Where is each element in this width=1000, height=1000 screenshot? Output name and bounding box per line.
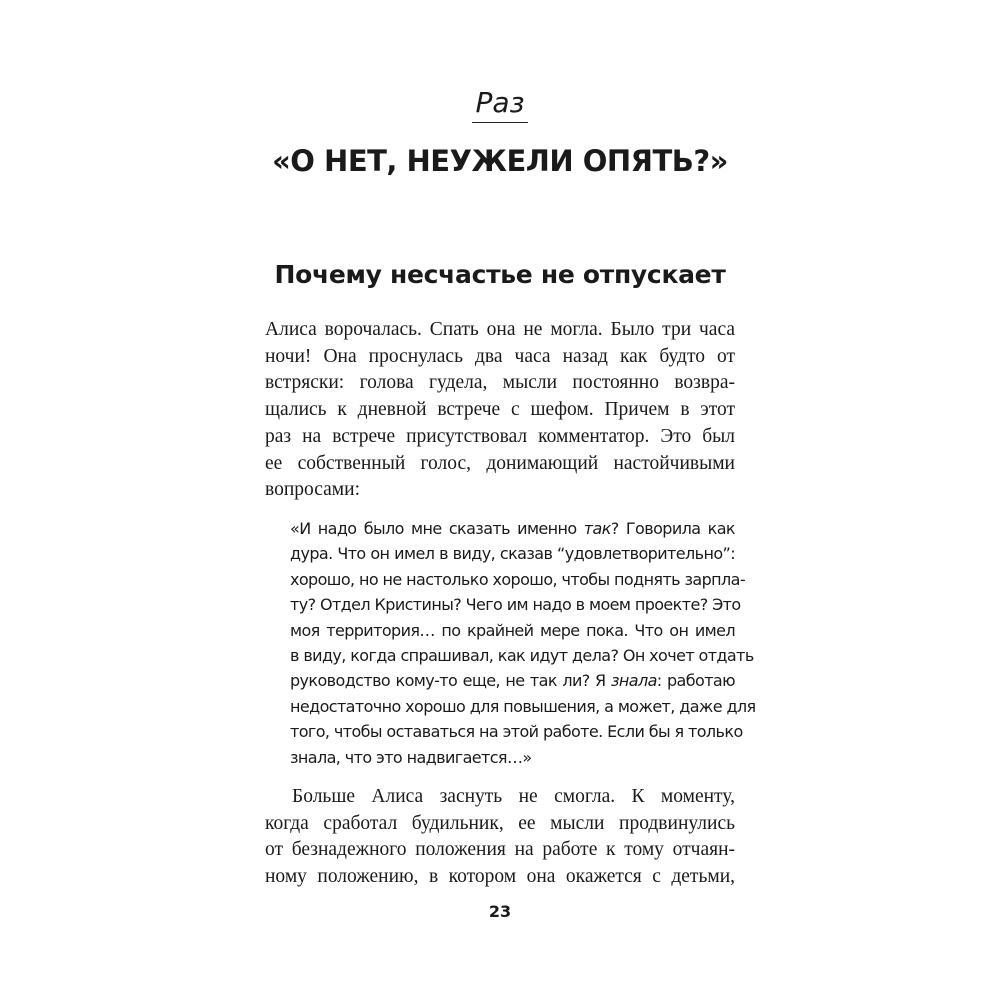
part-label	[0, 86, 1000, 119]
italic-text: так	[583, 519, 611, 538]
text: ? Говорила как	[610, 519, 735, 538]
text-line: знала, что это надвигается…»	[290, 747, 532, 767]
quote-block	[290, 516, 756, 770]
text-line: вопросами:	[265, 479, 360, 501]
text-line: недостаточно хорошо для повышения, а может, даже для	[290, 696, 756, 716]
text: руководство кому-то еще, не так ли? Я	[290, 671, 611, 691]
text-line: раз на встрече присутствовал комментатор. Это был	[265, 425, 735, 447]
text-line: Алиса ворочалась. Спать она не могла. Было три часа	[265, 319, 735, 340]
italic-text: знала	[610, 671, 657, 691]
text-line: в виду, когда спрашивал, как идут дела? Он хочет отдать	[290, 646, 754, 666]
text-line: щались к дневной встрече с шефом. Причем в этот	[265, 399, 735, 421]
text: : работаю	[656, 671, 736, 691]
section-title: Почему несчастье не отпускает	[274, 260, 726, 289]
page-number: 23	[488, 902, 512, 921]
part-text: Раз	[472, 86, 529, 123]
text-line: от безнадежного положения на работе к тому отчаян-	[265, 839, 735, 861]
text-line: ту? Отдел Кристины? Чего им надо в моем проекте? Это	[290, 595, 741, 615]
text-line: когда сработал будильник, ее мысли продвинулись	[265, 812, 735, 834]
text-line: встряски: голова гудела, мысли постоянно возвра-	[265, 372, 735, 394]
paragraph-2	[265, 784, 735, 891]
text: «И надо было мне сказать именно	[290, 519, 584, 538]
text-line: моя территория… по крайней мере пока. Что он имел	[290, 620, 735, 640]
chapter-title: «О НЕТ, НЕУЖЕЛИ ОПЯТЬ?»	[272, 144, 728, 178]
text-line: Больше Алиса заснуть не смогла. К моменту,	[292, 786, 735, 807]
paragraph-1	[265, 317, 735, 504]
text-line: ному положению, в котором она окажется с детьми,	[265, 866, 735, 888]
text-line: ночи! Она проснулась два часа назад как будто от	[265, 345, 735, 367]
text-line: дура. Что он имел в виду, сказав “удовлетворительно”:	[290, 544, 735, 564]
text-line	[290, 668, 735, 693]
text-line	[290, 516, 735, 541]
text-line: хорошо, но не настолько хорошо, чтобы поднять зарпла-	[290, 569, 746, 589]
text-line: того, чтобы оставаться на этой работе. Если бы я только	[290, 722, 743, 742]
text-line: ее собственный голос, донимающий настойчивыми	[265, 452, 735, 474]
